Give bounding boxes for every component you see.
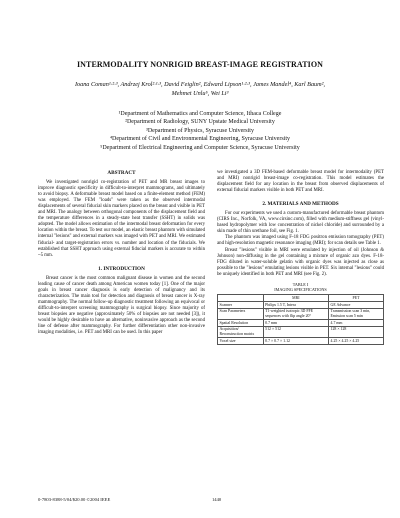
table-row [218,338,384,345]
introduction-text: Breast cancer is the most common malignant disease in women and the second leading cause of cancer death among American women today [1]. One of the major goals in breast cancer diagnosis is early detection of malignancy and its characterization. The main tool for detection and diagnosis of breast cancer is X-ray mammography. The normal follow-up diagnostic treatment following an equivocal or difficult-to-interpret screening mammography is surgical biopsy. Since majority of breast biopsies are negative (approximately 50% of biopsies are not needed [3]), it would be highly desirable to have an alternative, noninvasive approach as the second line of defense after mammography. For further differentiation other non-invasive imaging modalities, i.e. PET and MRI can be used. In this paper [38,275,205,336]
table-cell: 512 × 512 [263,326,328,337]
table-title: IMAGING SPECIFICATIONS [274,286,327,292]
imaging-specifications-table [217,294,384,345]
affiliation-1: ¹Department of Mathematics and Computer Science, Ithaca College [118,111,282,117]
table-cell: GE Advance [329,301,384,308]
table-header-cell: MRI [263,295,328,302]
table-header-cell [218,295,264,302]
table-cell: Acquisition/ Reconstruction matrix [218,326,264,337]
author-line-2: Mehmet Unlu⁵, Wei Li³ [171,90,229,97]
materials-paragraph-2: The phantom was imaged using F-18 FDG positron emission tomography (PET) and high-resolution magnetic resonance imaging (MRI); for scan details see Table 1. [217,235,384,247]
right-column [217,170,384,345]
table-row [218,320,384,327]
table-cell: 128 × 128 [329,326,384,337]
page-number: 1440 [212,497,222,502]
table-cell: Scanner [218,301,264,308]
table-header-row [218,295,384,302]
abstract-text: We investigated nonrigid co-registration of PET and MR breast images to improve diagnostic specificity in difficult-to-interpret mammograms, and ultimately to avoid biopsy. A deformable breast model based on a finite-element method (FEM) was employed. The FEM "loads" were taken as the observed intermodal displacements of several fiducial skin markers placed on the breast and visible in PET and MRI. The analogy between orthogonal components of the displacement field and the temperature differences in a steady-state heat transfer (SSHT) in solids was adopted. The model allows estimation of the intermodal breast deformation for every location within the breast. To test our model, an elastic breast phantom with simulated internal "lesions" and external markers was imaged with PET and MRI. We estimated fiducial- and target-registration errors vs. number and location of the fiducials. We established that SSHT approach using external fiducial markers is accurate to within ~5 mm. [38,180,205,258]
table-cell: 0.7 × 0.7 × 1.12 [263,338,328,345]
table-cell: Philips 1.5 T, Intera [263,301,328,308]
author-line-1: Ioana Coman¹·²·³, Andrzej Krol²·¹·³, David Feiglin², Edward Lipson¹·²·³, James Mandel⁴, Karl Baum², [74,81,326,88]
abstract-heading: ABSTRACT [107,170,136,176]
table-cell: Transmission scan 3 min, Emission scan 5 min [329,308,384,319]
table-cell: 0.7 mm [263,320,328,327]
author-list [20,80,380,98]
affiliation-4: ⁴Department of Civil and Environmental Engineering, Syracuse University [109,136,291,143]
table-caption [217,282,384,292]
table-row [218,301,384,308]
materials-heading: 2. MATERIALS AND METHODS [262,201,339,208]
table-header-cell: PET [329,295,384,302]
table-row [218,326,384,337]
table-cell: Voxel size [218,338,264,345]
left-column [38,170,205,336]
table-cell: 4.7 mm [329,320,384,327]
affiliation-3: ³Department of Physics, Syracuse University [146,127,254,134]
materials-paragraph-1: For our experiments we used a custom-manufactured deformable breast phantom (CIRS Inc., Norfolk, VA, www.cirsinc.com), filled with medium-stiffness gel (vinyl-based hydropolymer with low concentration of nickel chloride) and surrounded by a skin made of thin urethane foil, see Fig. 1. [217,211,384,235]
affiliation-5: ⁵Department of Electrical Engineering and Computer Science, Syracuse University [100,144,300,151]
table-row [218,308,384,319]
table-cell: Spatial Resolution [218,320,264,327]
affiliation-2: ²Department of Radiology, SUNY Upstate Medical University [125,119,275,126]
paper-title: INTERMODALITY NONRIGID BREAST-IMAGE REGISTRATION [76,60,324,69]
table-number: TABLE I [292,281,309,287]
table-cell: Scan Parameters [218,308,264,319]
copyright-footer: 0-7803-8388-5/04/$20.00 ©2004 IEEE [38,497,111,502]
table-cell: T1-weighted isotropic 3D FFE sequences with flip angle 20° [263,308,328,319]
introduction-heading: 1. INTRODUCTION [98,265,145,272]
table-cell: 4.25 × 4.25 × 4.25 [329,338,384,345]
affiliation-list [20,110,380,152]
materials-paragraph-3: Breast "lesions" visible in MRI were emulated by injection of oil (Johnson & Johnson) non-diffusing in the gel containing a mixture of organic azo dyes. F-18-FDG diluted in water-soluble gelatin with organic dyes was injected as close as possible to the "lesions" emulating lesions visible in PET. Six internal "lesions" could be uniquely identified in both PET and MRI (see Fig. 2). [217,247,384,277]
introduction-continued: we investigated a 3D FEM-based deformable breast model for intermodality (PET and MRI) nonrigid breast-image co-registration. This model estimates the displacement field for any location in the breast from observed displacements of external fiducial markers visible in both PET and MRI. [217,170,384,194]
